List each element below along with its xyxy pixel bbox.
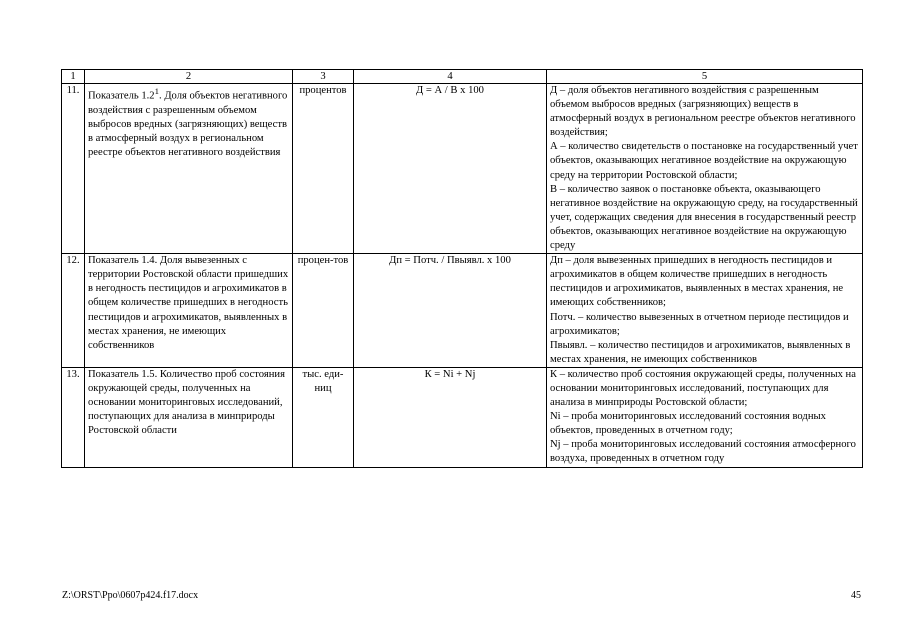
- description-line: Дп – доля вывезенных пришедших в негодность пестицидов и агрохимикатов в общем количестве пришедших в негодность пестицидов и агрохимикатов, выявленных в местах хранения, не имеющих собственников;: [550, 255, 844, 309]
- indicator-superscript: 1: [154, 86, 160, 96]
- description-line: Д – доля объектов негативного воздействия с разрешенным объемом выбросов вредных (загрязняющих) веществ в атмосферный воздух в региональном реестре объектов негативного воздействия;: [550, 85, 856, 139]
- description-line: К – количество проб состояния окружающей среды, полученных на основании мониторинговых исследований, поступающих для анализа в минприроды Ростовской области;: [550, 368, 856, 409]
- table-header-row: [62, 70, 863, 84]
- page-number: 45: [851, 590, 861, 601]
- indicator-name: Показатель 1.4. Доля вывезенных с территории Ростовской области пришедших в негодность пестицидов и агрохимикатов в общем количестве пришедших в негодность пестицидов и агрохимикатов, выявленных в местах хранения, не имеющих собственников: [85, 254, 293, 368]
- indicator-text: Показатель 1.2: [88, 90, 155, 102]
- indicators-table: [61, 69, 863, 468]
- header-cell: 2: [85, 70, 293, 84]
- unit-cell: процен-тов: [293, 254, 354, 368]
- row-number: 13.: [62, 367, 85, 467]
- table-row: [62, 84, 863, 254]
- description-line: А – количество свидетельств о постановке на государственный учет объектов, оказывающих негативное воздействие на окружающую среду на территории Ростовской области;: [550, 141, 858, 181]
- description-cell: [547, 367, 863, 467]
- indicator-text: . Доля объектов негативного воздействия с разрешенным объемом выбросов вредных (загрязняющих) веществ в атмосферный воздух в региональном реестре объектов негативного воздействия: [88, 90, 288, 158]
- table-row: [62, 367, 863, 467]
- description-cell: [547, 254, 863, 368]
- unit-cell: тыс. еди-ниц: [293, 367, 354, 467]
- formula-cell: К = Ni + Nj: [354, 367, 547, 467]
- header-cell: 4: [354, 70, 547, 84]
- row-number: 12.: [62, 254, 85, 368]
- description-line: В – количество заявок о постановке объекта, оказывающего негативное воздействие на окружающую среду, на государственный учет, содержащих сведения для внесения в государственный реестр объектов, оказывающих негативное воздействие на окружающую среду: [550, 183, 858, 252]
- indicator-name: Показатель 1.5. Количество проб состояния окружающей среды, полученных на основании мониторинговых исследований, поступающих для анализа в минприроды Ростовской области: [85, 367, 293, 467]
- table-row: [62, 254, 863, 368]
- description-line: Пвыявл. – количество пестицидов и агрохимикатов, выявленных в местах хранения, не имеющих собственников: [550, 339, 851, 365]
- formula-cell: Д = А / В х 100: [354, 84, 547, 254]
- footer-file-path: Z:\ORST\Ppo\0607p424.f17.docx: [62, 590, 199, 601]
- description-cell: [547, 84, 863, 254]
- description-line: Потч. – количество вывезенных в отчетном периоде пестицидов и агрохимикатов;: [550, 311, 849, 337]
- description-line: Nj – проба мониторинговых исследований состояния атмосферного воздуха, проведенных в отчетном году: [550, 439, 856, 465]
- indicator-name: [85, 84, 293, 254]
- unit-cell: процентов: [293, 84, 354, 254]
- row-number: 11.: [62, 84, 85, 254]
- header-cell: 5: [547, 70, 863, 84]
- formula-cell: Дп = Потч. / Пвыявл. х 100: [354, 254, 547, 368]
- description-line: Ni – проба мониторинговых исследований состояния водных объектов, проведенных в отчетном году;: [550, 411, 826, 437]
- header-cell: 1: [62, 70, 85, 84]
- header-cell: 3: [293, 70, 354, 84]
